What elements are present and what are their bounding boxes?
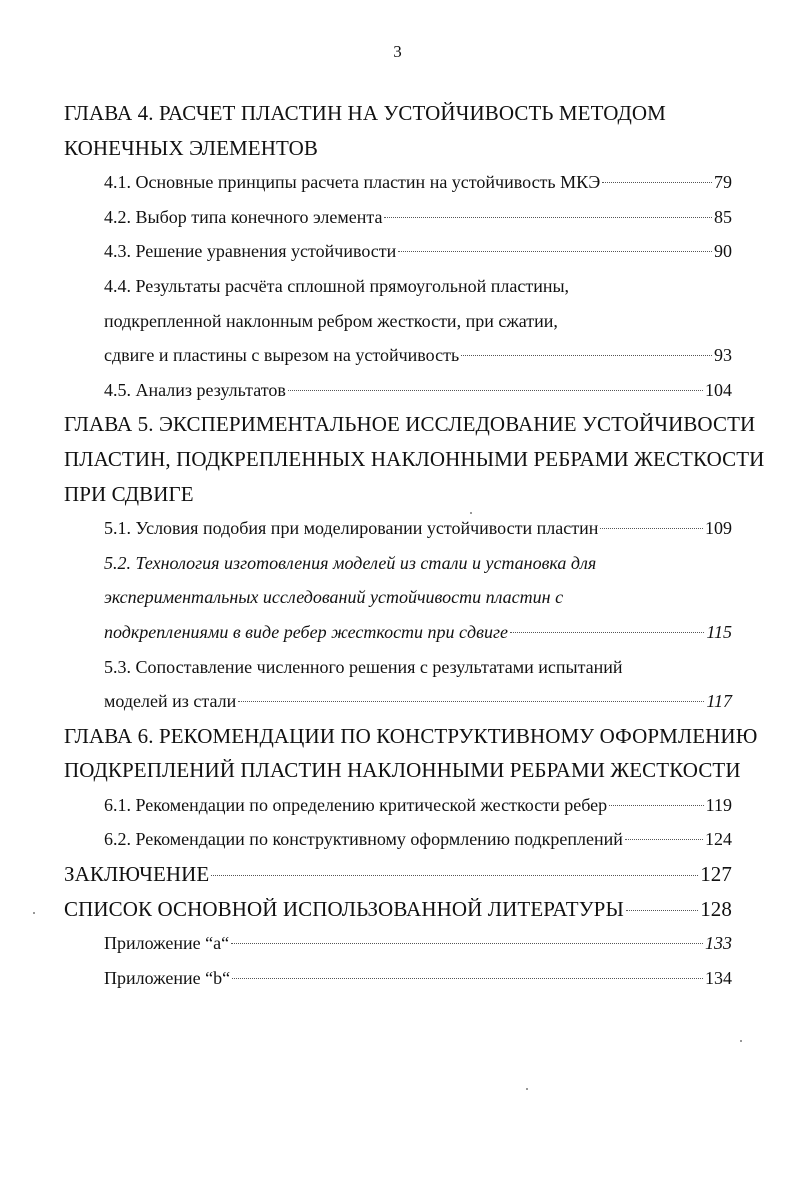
toc-entry-title: 4.1. Основные принципы расчета пластин на устойчивость МКЭ [104,172,601,193]
toc-entry-4-4[interactable] [64,338,732,373]
scan-speck [470,512,472,514]
toc-entry-page: 127 [700,862,732,887]
toc-entry-title: Приложение “b“ [104,967,231,988]
toc-entry-5-3[interactable] [64,684,732,719]
toc-entry-appendix-b[interactable] [64,961,732,996]
toc-entry-title: Приложение “a“ [104,933,230,954]
toc-entry-5-2-line-1[interactable]: 5.2. Технология изготовления моделей из стали и установка для [104,552,597,573]
toc-entry-title: сдвиге и пластины с вырезом на устойчивость [104,345,460,366]
chapter-4-title-line-1: ГЛАВА 4. РАСЧЕТ ПЛАСТИН НА УСТОЙЧИВОСТЬ МЕТОДОМ [64,101,666,125]
dot-leader [211,875,698,876]
toc-entry-title: 5.1. Условия подобия при моделировании устойчивости пластин [104,518,599,539]
toc-entry-4-3[interactable] [64,234,732,269]
toc-entry-page: 85 [714,206,732,227]
toc-entry-title: 6.2. Рекомендации по конструктивному оформлению подкреплений [104,829,623,850]
scan-speck [526,1088,528,1090]
toc-entry-page: 128 [700,896,732,921]
toc-entry-conclusion[interactable] [64,857,732,892]
toc-entry-5-2-line-2[interactable]: экспериментальных исследований устойчивости пластин с [104,587,564,608]
toc-entry-5-1[interactable] [64,511,732,546]
dot-leader [288,390,703,391]
toc-entry-5-2[interactable] [64,615,732,650]
dot-leader [398,251,712,252]
toc-entry-title: 4.5. Анализ результатов [104,379,286,400]
dot-leader [600,528,703,529]
dot-leader [625,839,703,840]
toc-entry-references[interactable] [64,892,732,927]
toc-entry-4-2[interactable] [64,200,732,235]
dot-leader [626,910,698,911]
dot-leader [238,701,704,702]
chapter-5-title-line-2: ПЛАСТИН, ПОДКРЕПЛЕННЫХ НАКЛОННЫМИ РЕБРАМИ ЖЕСТКОСТИ [64,446,765,471]
toc-entry-title: ЗАКЛЮЧЕНИЕ [64,862,210,887]
toc-entry-4-1[interactable] [64,165,732,200]
toc-entry-page: 93 [714,345,732,366]
table-of-contents [64,96,765,995]
toc-entry-page: 124 [705,829,732,850]
scan-speck [740,1040,742,1042]
dot-leader [510,632,704,633]
toc-entry-6-1[interactable] [64,788,732,823]
chapter-5-title-line-1: ГЛАВА 5. ЭКСПЕРИМЕНТАЛЬНОЕ ИССЛЕДОВАНИЕ УСТОЙЧИВОСТИ [64,412,756,437]
page-number: 3 [393,42,402,61]
toc-entry-page: 104 [705,379,732,400]
toc-entry-page: 134 [705,967,732,988]
toc-entry-4-5[interactable] [64,373,732,408]
chapter-6-title-line-1: ГЛАВА 6. РЕКОМЕНДАЦИИ ПО КОНСТРУКТИВНОМУ ОФОРМЛЕНИЮ [64,723,758,748]
toc-entry-appendix-a[interactable] [64,926,732,961]
toc-entry-5-3-line-1[interactable]: 5.3. Сопоставление численного решения с результатами испытаний [104,656,623,677]
scan-speck [33,912,35,914]
toc-entry-4-4-line-2[interactable]: подкрепленной наклонным ребром жесткости, при сжатии, [104,310,558,331]
toc-entry-page: 119 [705,794,732,815]
dot-leader [609,805,704,806]
toc-entry-4-4-line-1[interactable]: 4.4. Результаты расчёта сплошной прямоугольной пластины, [104,275,570,296]
dot-leader [602,182,712,183]
toc-entry-page: 133 [705,933,732,954]
dot-leader [231,943,703,944]
toc-entry-page: 90 [714,241,732,262]
toc-entry-page: 109 [705,518,732,539]
toc-entry-page: 117 [706,691,732,712]
toc-entry-title: 6.1. Рекомендации по определению критической жесткости ребер [104,794,608,815]
dot-leader [461,355,712,356]
toc-entry-page: 115 [706,621,732,642]
chapter-6-title-line-2: ПОДКРЕПЛЕНИЙ ПЛАСТИН НАКЛОННЫМИ РЕБРАМИ ЖЕСТКОСТИ [64,758,741,783]
toc-entry-6-2[interactable] [64,822,732,857]
toc-entry-title: СПИСОК ОСНОВНОЙ ИСПОЛЬЗОВАННОЙ ЛИТЕРАТУРЫ [64,896,624,921]
chapter-5-title-line-3: ПРИ СДВИГЕ [64,481,194,506]
dot-leader [384,217,712,218]
toc-entry-title: подкреплениями в виде ребер жесткости при сдвиге [104,621,508,642]
dot-leader [232,978,703,979]
toc-entry-title: моделей из стали [104,691,237,712]
toc-entry-page: 79 [714,172,732,193]
toc-entry-title: 4.2. Выбор типа конечного элемента [104,206,383,227]
toc-entry-title: 4.3. Решение уравнения устойчивости [104,241,397,262]
chapter-4-title-line-2: КОНЕЧНЫХ ЭЛЕМЕНТОВ [64,135,318,160]
